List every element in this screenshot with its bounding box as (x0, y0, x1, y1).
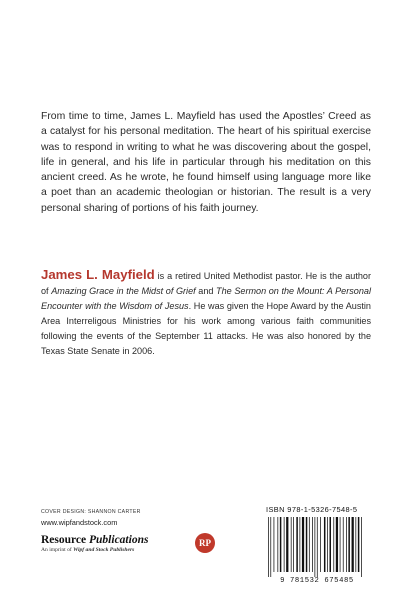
bio-text-1: is a retired United Methodist pastor. He is the author of (41, 271, 372, 296)
barcode-bar (358, 517, 360, 572)
barcode-block (266, 505, 368, 585)
barcode-bar (315, 517, 316, 577)
book-description: From time to time, James L. Mayfield has used the Apostles’ Creed as a catalyst for his personal meditation. The heart of his spiritual exercise was to respond in writing to what he was discovering about the gospel, life in general, and his life in particular through his meditation on this ancient creed. As he wrote, he found himself using language more like a poet than an academic theologian or historian. The result is a very personal sharing of portions of his faith journey. (41, 111, 371, 214)
barcode-bar (268, 517, 269, 577)
barcode-bar (361, 517, 362, 577)
author-name: James L. Mayfield (41, 267, 155, 282)
barcode-bar (306, 517, 308, 572)
barcode-bar (312, 517, 313, 572)
barcode-bar (348, 517, 350, 572)
barcode-bar (336, 517, 338, 572)
publisher-text (41, 534, 191, 553)
imprint-line (41, 547, 191, 553)
imprint-prefix: An imprint of (41, 546, 74, 553)
barcode-bar (346, 517, 347, 572)
publisher-logo (195, 533, 215, 553)
barcode-bar (317, 517, 318, 577)
imprint-publisher: Wipf and Stock Publishers (73, 546, 135, 553)
author-bio (41, 267, 371, 359)
publisher-name-part-1: Resource (41, 533, 90, 546)
cover-design-credit: COVER DESIGN: SHANNON CARTER (41, 509, 141, 515)
barcode-bar (340, 517, 341, 572)
barcode-bar (293, 517, 294, 572)
barcode-bar (284, 517, 285, 572)
book-title-2: The Sermon on the Mount: A Personal Encounter with the Wisdom of Jesus (41, 286, 371, 311)
barcode-bar (309, 517, 310, 572)
bio-text-2: and (195, 286, 217, 296)
barcode-bar (274, 517, 275, 572)
barcode-graphic (266, 517, 368, 577)
bio-text-3: . He was given the Hope Award by the Austin Area Interreligous Ministries for his work among various faith communities following the events of the September 11 attacks. He was also honored by the Texas State Senate in 2006. (41, 301, 371, 356)
barcode-bar (300, 517, 301, 572)
barcode-bar (355, 517, 356, 572)
isbn-label: ISBN 978-1-5326-7548-5 (266, 505, 358, 514)
barcode-bar (333, 517, 334, 572)
barcode-bar (296, 517, 298, 572)
barcode-bar (324, 517, 326, 572)
barcode-bar (291, 517, 292, 572)
publisher-credits (41, 509, 241, 553)
barcode-bar (302, 517, 304, 572)
barcode-bar (270, 517, 271, 577)
barcode-digits: 9 781532 675485 (280, 577, 354, 585)
barcode-bar (343, 517, 344, 572)
publisher-website: www.wipfandstock.com (41, 518, 118, 527)
publisher-logo-text: RP (199, 538, 211, 548)
barcode-bar (330, 517, 332, 572)
publisher-row (41, 533, 241, 553)
barcode-bar (280, 517, 282, 572)
barcode (266, 517, 368, 577)
barcode-bar (286, 517, 288, 572)
publisher-name-part-2: Publications (89, 533, 149, 546)
barcode-bar (352, 517, 354, 572)
barcode-bar (327, 517, 328, 572)
book-title-1: Amazing Grace in the Midst of Grief (51, 286, 196, 296)
publisher-name (41, 534, 191, 546)
barcode-bar (320, 517, 321, 572)
barcode-bar (277, 517, 278, 572)
